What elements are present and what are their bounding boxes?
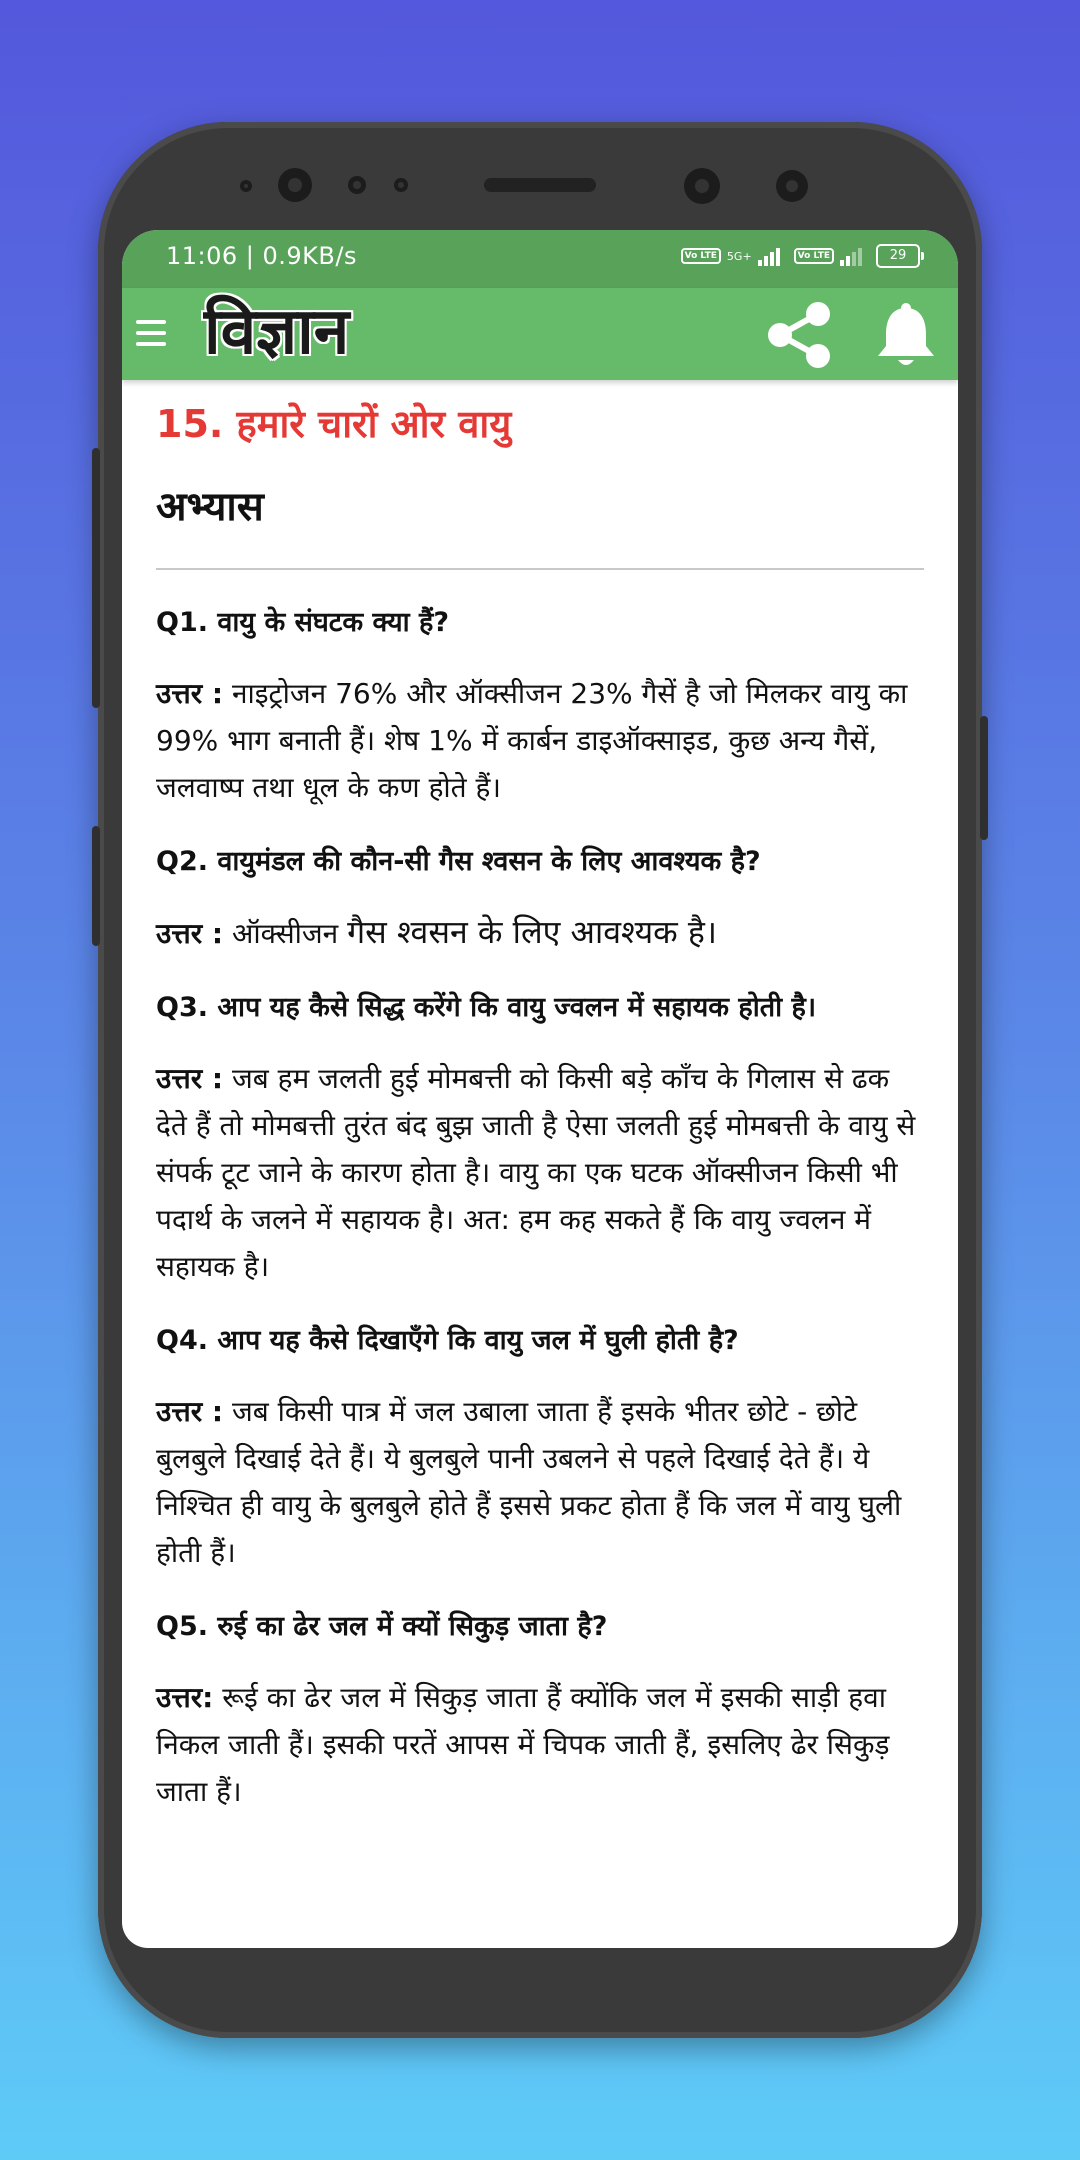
volte-icon: Vo LTE bbox=[794, 248, 834, 264]
phone-speaker bbox=[484, 178, 596, 192]
answer-4 bbox=[156, 1388, 924, 1576]
answer-5 bbox=[156, 1674, 924, 1815]
answer-2 bbox=[156, 909, 924, 957]
answer-text: गैस श्वसन के लिए आवश्यक है। bbox=[347, 913, 718, 951]
phone-sensor bbox=[348, 176, 366, 194]
question-3: Q3. आप यह कैसे सिद्ध करेंगे कि वायु ज्वलन में सहायक होती है। bbox=[156, 992, 817, 1023]
battery-icon: 29 bbox=[876, 244, 920, 268]
phone-side-button-right bbox=[980, 716, 988, 840]
question-2: Q2. वायुमंडल की कौन-सी गैस श्वसन के लिए आवश्यक है? bbox=[156, 846, 761, 877]
bell-icon[interactable] bbox=[874, 300, 938, 370]
answer-text: जब किसी पात्र में जल उबाला जाता हैं इसके भीतर छोटे - छोटे बुलबुले दिखाई देते हैं। ये बुलबुले पानी उबलने से पहले दिखाई देते हैं। ये निश्चित ही वायु के बुलबुले होते हैं इससे प्रकट होता हैं कि जल में वायु घुली होती हैं। bbox=[156, 1395, 902, 1569]
front-camera bbox=[684, 168, 720, 204]
phone-side-button-left-1 bbox=[92, 448, 100, 708]
answer-text: जब हम जलती हुई मोमबत्ती को किसी बड़े काँच के गिलास से ढक देते हैं तो मोमबत्ती तुरंत बंद बुझ जाती है ऐसा जलती हुई मोमबत्ती के वायु से संपर्क टूट जाने के कारण होता है। वायु का एक घटक ऑक्सीजन किसी भी पदार्थ के जलने में सहायक है। अत: हम कह सकते हैं कि वायु ज्वलन में सहायक है। bbox=[156, 1062, 916, 1283]
signal-icon bbox=[840, 246, 862, 266]
phone-side-button-left-2 bbox=[92, 826, 100, 946]
answer-label: उत्तर : bbox=[156, 1062, 224, 1095]
front-camera bbox=[278, 168, 312, 202]
question-4: Q4. आप यह कैसे दिखाएँगे कि वायु जल में घुली होती है? bbox=[156, 1325, 739, 1356]
answer-label: उत्तर : bbox=[156, 1395, 224, 1428]
app-title: विज्ञान bbox=[204, 294, 350, 369]
hamburger-menu-icon[interactable] bbox=[136, 320, 166, 350]
share-icon[interactable] bbox=[762, 298, 836, 372]
question-5: Q5. रुई का ढेर जल में क्यों सिकुड़ जाता है? bbox=[156, 1611, 608, 1642]
status-icons bbox=[681, 244, 920, 268]
answer-text: नाइट्रोजन 76% और ऑक्सीजन 23% गैसें है जो मिलकर वायु का 99% भाग बनाती हैं। शेष 1% में कार्बन डाइऑक्साइड, कुछ अन्य गैसें, जलवाष्प तथा धूल के कण होते हैं। bbox=[156, 677, 908, 804]
chapter-title: 15. हमारे चारों ओर वायु bbox=[156, 402, 512, 446]
section-title: अभ्यास bbox=[156, 484, 264, 530]
question-1: Q1. वायु के संघटक क्या हैं? bbox=[156, 607, 450, 638]
status-bar bbox=[122, 230, 958, 288]
answer-text: रूई का ढेर जल में सिकुड़ जाता हैं क्योंकि जल में इसकी साड़ी हवा निकल जाती हैं। इसकी परतें आपस में चिपक जाती हैं, इसलिए ढेर सिकुड़ जाता हैं। bbox=[156, 1681, 890, 1808]
answer-1 bbox=[156, 670, 924, 811]
network-type: 5G+ bbox=[726, 249, 752, 263]
phone-sensor bbox=[776, 170, 808, 202]
signal-icon bbox=[758, 246, 780, 266]
phone-sensor bbox=[394, 178, 408, 192]
app-bar bbox=[122, 288, 958, 380]
status-time: 11:06 | 0.9KB/s bbox=[166, 242, 357, 270]
divider bbox=[156, 568, 924, 570]
answer-3 bbox=[156, 1055, 924, 1290]
phone-screen bbox=[122, 230, 958, 1948]
answer-label: उत्तर : bbox=[156, 917, 224, 950]
answer-text-small: ऑक्सीजन bbox=[223, 917, 348, 950]
phone-sensor bbox=[240, 180, 252, 192]
article-content bbox=[156, 398, 924, 1843]
answer-label: उत्तर : bbox=[156, 677, 224, 710]
answer-label: उत्तर: bbox=[156, 1681, 214, 1714]
volte-icon: Vo LTE bbox=[681, 248, 721, 264]
